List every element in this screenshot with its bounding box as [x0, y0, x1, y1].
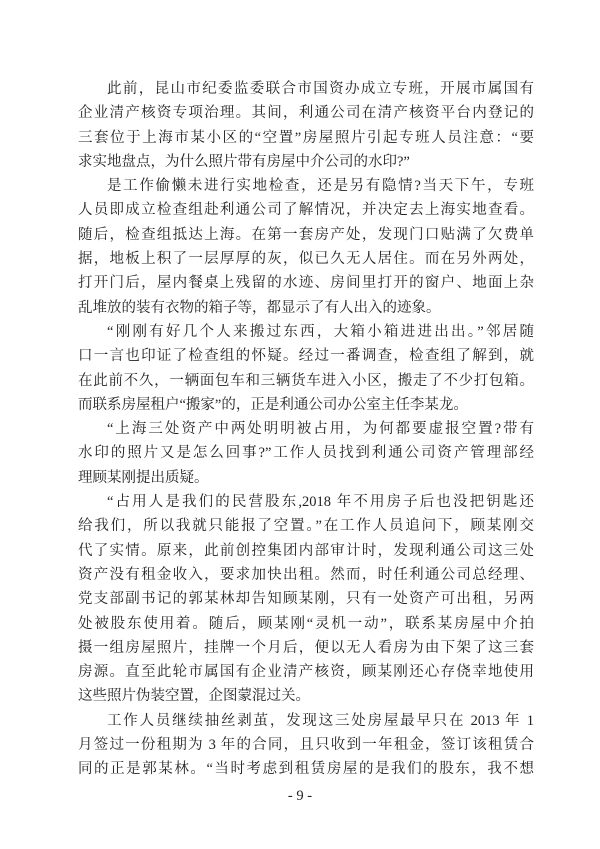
- text-line: 同的正是郭某林。“当时考虑到租赁房屋的是我们的股东，我不想: [78, 761, 534, 778]
- text-line: “刚刚有好几个人来搬过东西，大箱小箱进进出出。”邻居随: [107, 323, 534, 340]
- text-line: 资产没有租金收入，要求加快出租。然而，时任利通公司总经理、: [78, 566, 534, 583]
- text-line: “上海三处资产中两处明明被占用，为何都要虚报空置?带有: [107, 421, 534, 438]
- text-line: 是工作偷懒未进行实地检查，还是另有隐情?当天下午，专班: [107, 178, 534, 195]
- text-line: 这些照片伪装空置，企图蒙混过关。: [78, 688, 310, 705]
- text-line: 水印的照片又是怎么回事?”工作人员找到利通公司资产管理部经: [78, 445, 534, 462]
- text-line: 此前，昆山市纪委监委联合市国资办成立专班，开展市属国有: [107, 81, 534, 97]
- text-line: 求实地盘点，为什么照片带有房屋中介公司的水印?”: [78, 153, 410, 170]
- text-line: 摄一组房屋照片，挂牌一个月后，便以无人看房为由下架了这三套: [78, 639, 534, 656]
- text-line: 乱堆放的装有衣物的箱子等，都显示了有人出入的迹象。: [78, 299, 441, 316]
- text-line: 房源。直至此轮市属国有企业清产核资，顾某刚还心存侥幸地使用: [78, 664, 534, 681]
- text-line: 随后，检查组抵达上海。在第一套房产处，发现门口贴满了欠费单: [78, 226, 534, 243]
- text-line: 而联系房屋租户“搬家”的，正是利通公司办公室主任李某龙。: [78, 396, 468, 413]
- text-line: 党支部副书记的郭某林却告知顾某刚，只有一处资产可出租，另两: [78, 591, 534, 608]
- text-line: “占用人是我们的民营股东,2018 年不用房子后也没把钥匙还: [107, 494, 534, 511]
- text-line: 打开门后，屋内餐桌上残留的水迹、房间里打开的窗户、地面上杂: [78, 275, 534, 292]
- text-line: 在此前不久，一辆面包车和三辆货车进入小区，搬走了不少打包箱。: [78, 372, 534, 389]
- text-line: 人员即成立检查组赴利通公司了解情况，并决定去上海实地查看。: [78, 202, 534, 219]
- text-line: 据，地板上积了一层厚厚的灰，似已久无人居住。而在另外两处，: [78, 251, 534, 268]
- text-line: 月签过一份租期为 3 年的合同，且只收到一年租金，签订该租赁合: [78, 737, 534, 754]
- text-line: 工作人员继续抽丝剥茧，发现这三处房屋最早只在 2013 年 1: [107, 712, 534, 729]
- page-number: - 9 -: [287, 788, 313, 804]
- text-line: 理顾某刚提出质疑。: [78, 469, 209, 486]
- text-line: 三套位于上海市某小区的“空置”房屋照片引起专班人员注意：“要: [78, 129, 534, 146]
- document-body: [78, 77, 534, 782]
- text-line: 企业清产核资专项治理。其间，利通公司在清产核资平台内登记的: [78, 105, 534, 122]
- text-line: 口一言也印证了检查组的怀疑。经过一番调查，检查组了解到，就: [78, 348, 534, 365]
- text-line: 给我们，所以我就只能报了空置。”在工作人员追问下，顾某刚交: [78, 518, 534, 535]
- text-line: 代了实情。原来，此前创控集团内部审计时，发现利通公司这三处: [78, 542, 534, 559]
- text-line: 处被股东使用着。随后，顾某刚“灵机一动”，联系某房屋中介拍: [78, 615, 534, 632]
